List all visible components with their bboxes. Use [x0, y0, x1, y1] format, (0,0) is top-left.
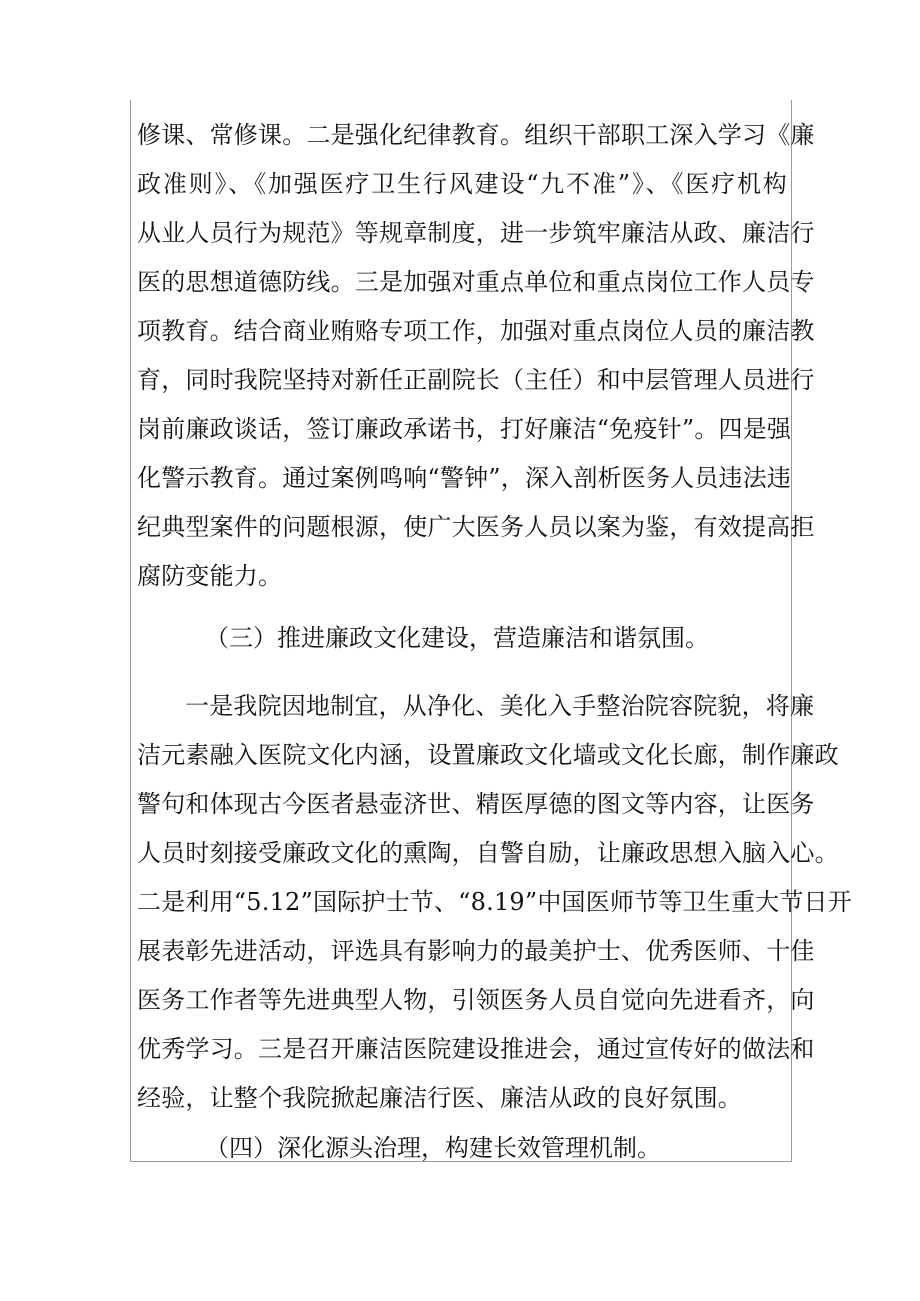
text-line: 修课、常修课。二是强化纪律教育。组织干部职工深入学习《廉 — [137, 121, 815, 149]
text-line: 一是我院因地制宜，从净化、美化入手整治院容院貌，将廉 — [185, 692, 815, 720]
text-line: 医务工作者等先进典型人物，引领医务人员自觉向先进看齐，向 — [137, 986, 815, 1014]
text-line: 洁元素融入医院文化内涵，设置廉政文化墙或文化长廊，制作廉政 — [137, 741, 839, 769]
text-line: 化警示教育。通过案例鸣响“警钟”，深入剖析医务人员违法违 — [137, 464, 792, 492]
text-line: 政准则》、《加强医疗卫生行风建设“九不准”》、《医疗机构 — [137, 170, 787, 198]
text-line: 二是利用“5.12”国际护士节、“8.19”中国医师节等卫生重大节日开 — [137, 888, 852, 916]
text-line: 优秀学习。三是召开廉洁医院建设推进会，通过宣传好的做法和 — [137, 1035, 815, 1063]
text-line: 展表彰先进活动，评选具有影响力的最美护士、优秀医师、十佳 — [137, 937, 815, 965]
section3-heading: （三）推进廉政文化建设，营造廉洁和谐氛围。 — [205, 624, 709, 652]
text-line: 育，同时我院坚持对新任正副院长（主任）和中层管理人员进行 — [137, 366, 815, 394]
text-line: 从业人员行为规范》等规章制度，进一步筑牢廉洁从政、廉洁行 — [137, 219, 815, 247]
section4-heading: （四）深化源头治理，构建长效管理机制。 — [205, 1134, 661, 1162]
text-line: 纪典型案件的问题根源，使广大医务人员以案为鉴，有效提高拒 — [137, 513, 815, 541]
text-line: 医的思想道德防线。三是加强对重点单位和重点岗位工作人员专 — [137, 268, 815, 296]
text-line: 经验，让整个我院掀起廉洁行医、廉洁从政的良好氛围。 — [137, 1084, 742, 1112]
text-line: 项教育。结合商业贿赂专项工作，加强对重点岗位人员的廉洁教 — [137, 317, 815, 345]
text-line: 岗前廉政谈话，签订廉政承诺书，打好廉洁“免疫针”。四是强 — [137, 415, 792, 443]
text-line: 腐防变能力。 — [137, 562, 283, 590]
text-line: 警句和体现古今医者悬壶济世、精医厚德的图文等内容，让医务 — [137, 790, 815, 818]
text-line: 人员时刻接受廉政文化的熏陶，自警自励，让廉政思想入脑入心。 — [137, 839, 839, 867]
